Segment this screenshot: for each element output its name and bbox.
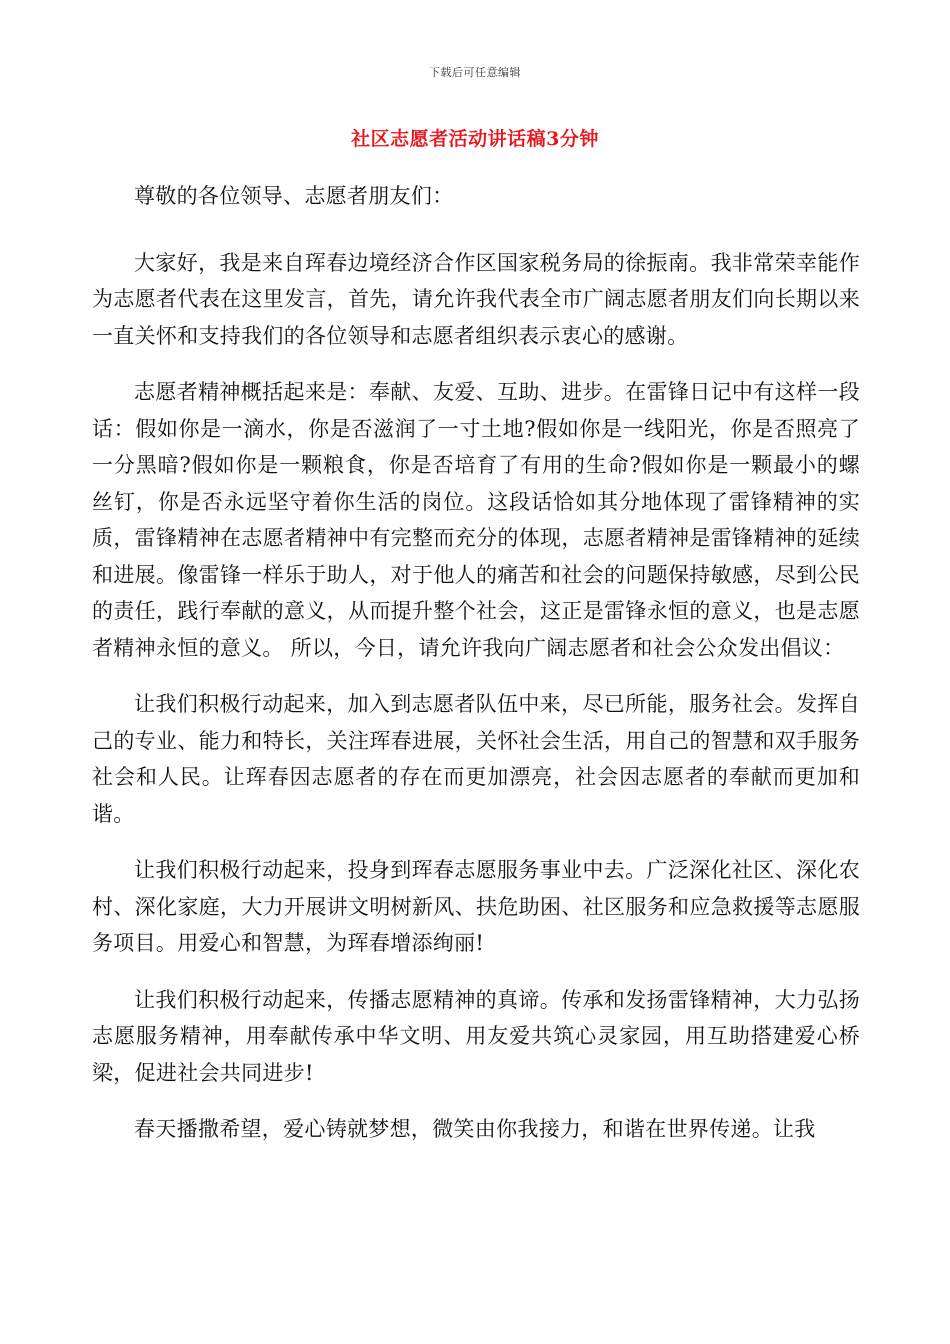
initiative-paragraph-2: 让我们积极行动起来，投身到珲春志愿服务事业中去。广泛深化社区、深化农村、深化家庭，大力开展讲文明树新风、扶危助困、社区服务和应急救援等志愿服务项目。用爱心和智慧，为珲春增添绚丽! <box>92 858 860 955</box>
closing-paragraph: 春天播撒希望，爱心铸就梦想，微笑由你我接力，和谐在世界传递。让我 <box>134 1117 816 1141</box>
document-title: 社区志愿者活动讲话稿3分钟 <box>351 128 599 150</box>
header-note: 下载后可任意编辑 <box>429 66 521 79</box>
introduction-paragraph: 大家好，我是来自珲春边境经济合作区国家税务局的徐振南。我非常荣幸能作为志愿者代表在这里发言，首先，请允许我代表全市广阔志愿者朋友们向长期以来一直关怀和支持我们的各位领导和志愿者组织表示衷心的感谢。 <box>92 250 860 348</box>
document-body <box>92 178 860 1168</box>
initiative-paragraph-1: 让我们积极行动起来，加入到志愿者队伍中来，尽已所能，服务社会。发挥自己的专业、能力和特长，关注珲春进展，关怀社会生活，用自己的智慧和双手服务社会和人民。让珲春因志愿者的存在而更加漂亮，社会因志愿者的奉献而更加和谐。 <box>92 692 860 826</box>
salutation-paragraph: 尊敬的各位领导、志愿者朋友们： <box>134 184 454 208</box>
volunteer-spirit-paragraph: 志愿者精神概括起来是：奉献、友爱、互助、进步。在雷锋日记中有这样一段话：假如你是一滴水，你是否滋润了一寸土地?假如你是一线阳光，你是否照亮了一分黑暗?假如你是一颗粮食，你是否培育了有用的生命?假如你是一颗最小的螺丝钉，你是否永远坚守着你生活的岗位。这段话恰如其分地体现了雷锋精神的实质，雷锋精神在志愿者精神中有完整而充分的体现，志愿者精神是雷锋精神的延续和进展。像雷锋一样乐于助人，对于他人的痛苦和社会的问题保持敏感，尽到公民的责任，践行奉献的意义，从而提升整个社会，这正是雷锋永恒的意义，也是志愿者精神永恒的意义。 所以，今日，请允许我向广阔志愿者和社会公众发出倡议： <box>92 380 860 660</box>
initiative-paragraph-3: 让我们积极行动起来，传播志愿精神的真谛。传承和发扬雷锋精神，大力弘扬志愿服务精神，用奉献传承中华文明、用友爱共筑心灵家园，用互助搭建爱心桥梁，促进社会共同进步! <box>92 987 860 1085</box>
